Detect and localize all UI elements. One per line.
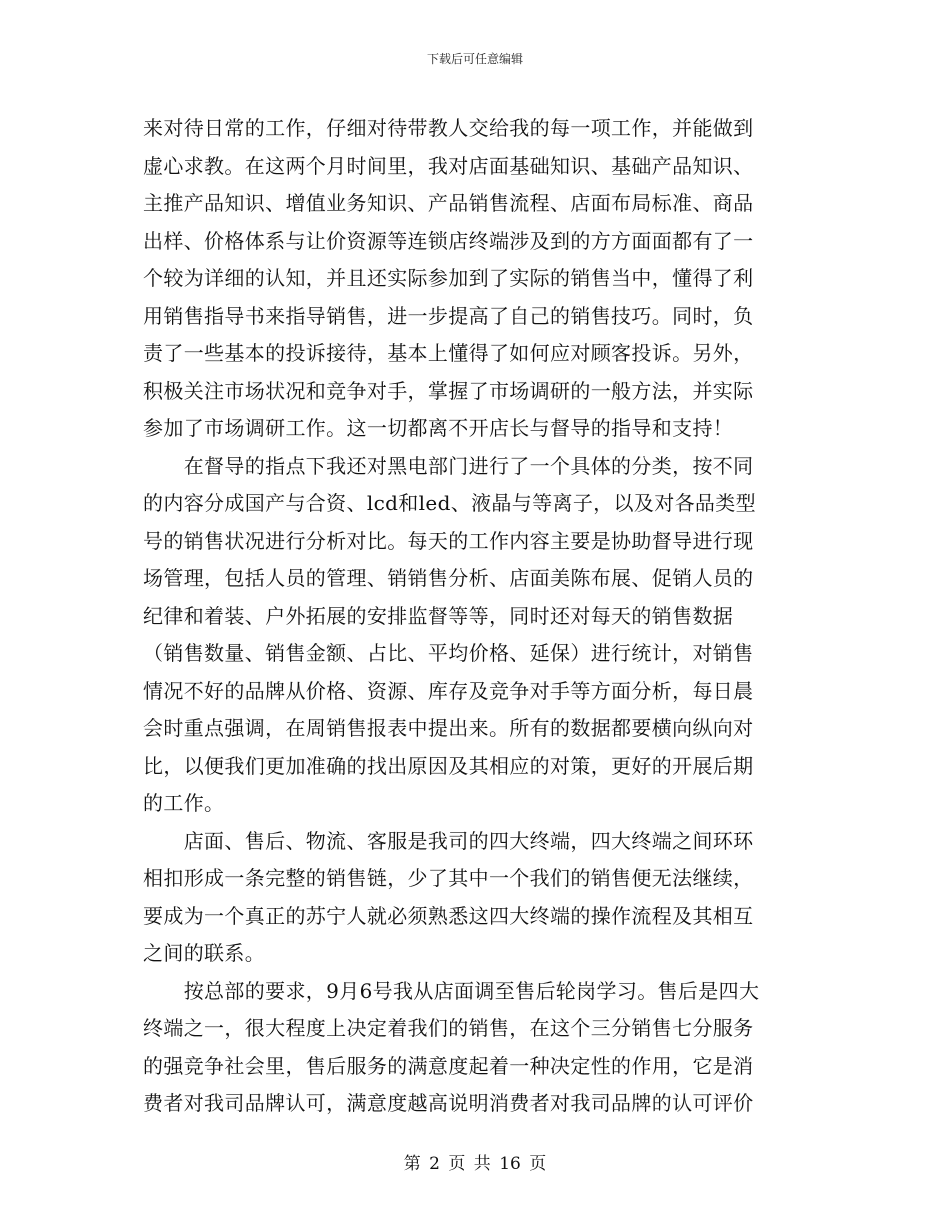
text-line: 主推产品知识、增值业务知识、产品销售流程、店面布局标准、商品 bbox=[143, 191, 754, 215]
page-header-note: 下载后可任意编辑 bbox=[426, 52, 523, 66]
text-line: 出样、价格体系与让价资源等连锁店终端涉及到的方方面面都有了一 bbox=[143, 228, 754, 253]
text-line: 情况不好的品牌从价格、资源、库存及竞争对手等方面分析，每日晨 bbox=[143, 678, 754, 703]
text-line: 用销售指导书来指导销售，进一步提高了自己的销售技巧。同时，负 bbox=[143, 303, 754, 328]
text-line: 之间的联系。 bbox=[143, 941, 266, 965]
text-line: 相扣形成一条完整的销售链，少了其中一个我们的销售便无法继续， bbox=[143, 866, 754, 890]
text-line: 虚心求教。在这两个月时间里，我对店面基础知识、基础产品知识、 bbox=[143, 153, 754, 178]
text-line: 会时重点强调，在周销售报表中提出来。所有的数据都要横向纵向对 bbox=[143, 716, 754, 740]
page-number: 第 2 页 共 16 页 bbox=[403, 1154, 547, 1174]
text-line: 场管理，包括人员的管理、销销售分析、店面美陈布展、促销人员的 bbox=[143, 566, 754, 590]
text-line: 要成为一个真正的苏宁人就必须熟悉这四大终端的操作流程及其相互 bbox=[143, 903, 754, 928]
text-line: 终端之一，很大程度上决定着我们的销售，在这个三分销售七分服务 bbox=[143, 1016, 754, 1040]
text-line: 在督导的指点下我还对黑电部门进行了一个具体的分类，按不同 bbox=[143, 453, 754, 478]
text-line: 的强竞争社会里，售后服务的满意度起着一种决定性的作用，它是消 bbox=[143, 1053, 754, 1078]
text-line: 纪律和着装、户外拓展的安排监督等等，同时还对每天的销售数据 bbox=[143, 603, 734, 628]
text-line: （销售数量、销售金额、占比、平均价格、延保）进行统计，对销售 bbox=[143, 641, 754, 665]
text-line: 个较为详细的认知，并且还实际参加到了实际的销售当中，懂得了利 bbox=[143, 266, 754, 290]
text-line: 的工作。 bbox=[143, 791, 225, 815]
text-line: 比，以便我们更加准确的找出原因及其相应的对策，更好的开展后期 bbox=[143, 753, 754, 778]
text-line: 积极关注市场状况和竞争对手，掌握了市场调研的一般方法，并实际 bbox=[143, 378, 754, 403]
text-line: 号的销售状况进行分析对比。每天的工作内容主要是协助督导进行现 bbox=[143, 528, 754, 553]
text-line: 按总部的要求，9月6号我从店面调至售后轮岗学习。售后是四大 bbox=[143, 978, 760, 1003]
text-line: 来对待日常的工作，仔细对待带教人交给我的每一项工作，并能做到 bbox=[143, 116, 754, 140]
text-line: 店面、售后、物流、客服是我司的四大终端，四大终端之间环环 bbox=[143, 828, 754, 853]
text-line: 费者对我司品牌认可，满意度越高说明消费者对我司品牌的认可评价 bbox=[143, 1091, 754, 1115]
document-body bbox=[143, 110, 811, 1123]
text-line: 的内容分成国产与合资、lcd和led、液晶与等离子，以及对各品类型 bbox=[143, 491, 756, 515]
text-line: 责了一些基本的投诉接待，基本上懂得了如何应对顾客投诉。另外， bbox=[143, 341, 754, 365]
text-line: 参加了市场调研工作。这一切都离不开店长与督导的指导和支持！ bbox=[143, 416, 734, 440]
